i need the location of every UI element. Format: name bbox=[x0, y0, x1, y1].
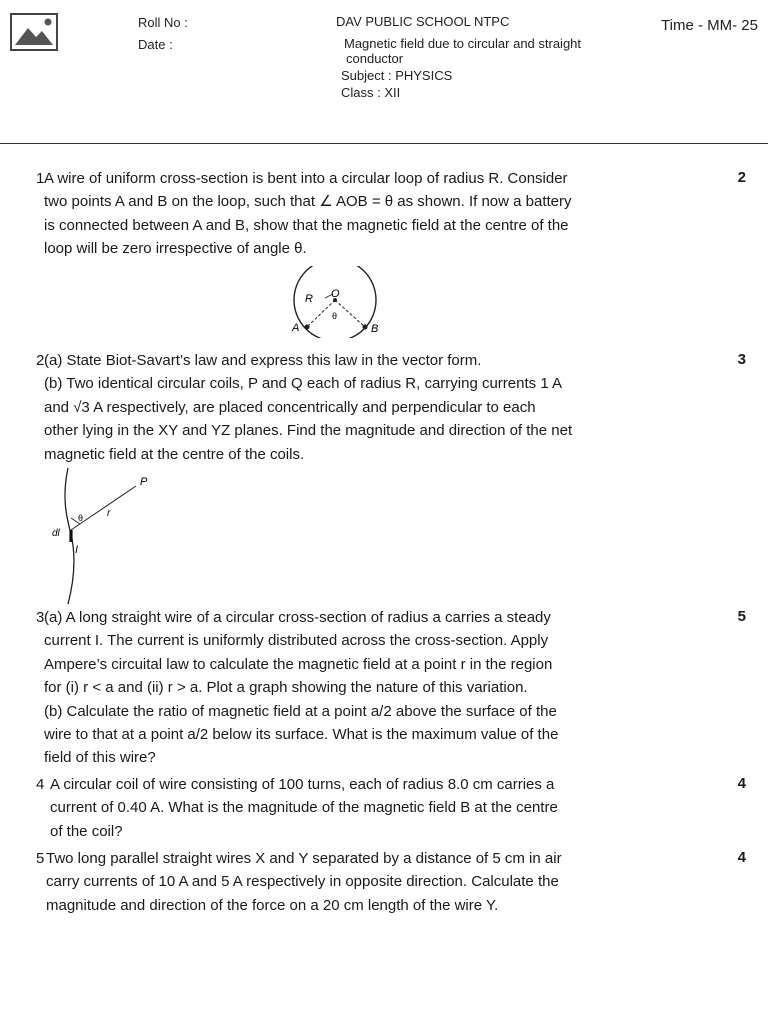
question-line: current I. The current is uniformly distributed across the cross-section. Apply bbox=[44, 632, 549, 650]
question-number: 3 bbox=[36, 609, 45, 626]
date-label: Date : bbox=[138, 37, 173, 52]
label-a: A bbox=[292, 322, 300, 334]
point-a bbox=[305, 325, 310, 330]
question-line: field of this wire? bbox=[44, 749, 156, 767]
question-line: magnitude and direction of the force on a 20 cm length of the wire Y. bbox=[46, 896, 499, 914]
question-line: Two long parallel straight wires X and Y separated by a distance of 5 cm in air bbox=[46, 850, 562, 867]
question-3 bbox=[36, 606, 636, 770]
question-line: (b) Two identical circular coils, P and Q each of radius R, carrying currents 1 A bbox=[44, 375, 563, 393]
label-o: O bbox=[331, 288, 340, 300]
question-number: 5 bbox=[36, 850, 45, 867]
roll-no-label: Roll No : bbox=[138, 15, 188, 30]
question-line: for (i) r < a and (ii) r > a. Plot a graph showing the nature of this variation. bbox=[44, 679, 528, 697]
school-name: DAV PUBLIC SCHOOL NTPC bbox=[336, 14, 510, 29]
question-5 bbox=[36, 847, 636, 917]
header-divider bbox=[0, 143, 768, 144]
question-4 bbox=[36, 773, 636, 843]
label-r: R bbox=[305, 293, 313, 305]
marks-5: 4 bbox=[737, 849, 746, 866]
question-2 bbox=[36, 349, 636, 466]
question-number: 1 bbox=[36, 170, 45, 187]
question-line: and √3 A respectively, are placed concentrically and perpendicular to each bbox=[44, 398, 536, 416]
label-r: r bbox=[107, 508, 111, 519]
label-i: I bbox=[75, 544, 79, 556]
question-line: carry currents of 10 A and 5 A respectively in opposite direction. Calculate the bbox=[46, 873, 559, 891]
label-p: P bbox=[140, 476, 148, 488]
question-line: Ampere’s circuital law to calculate the magnetic field at a point r in the region bbox=[44, 655, 553, 673]
question-line: current of 0.40 A. What is the magnitude of the magnetic field B at the centre bbox=[50, 799, 558, 817]
marks-4: 4 bbox=[737, 775, 746, 792]
question-line: is connected between A and B, show that the magnetic field at the centre of the bbox=[44, 216, 569, 234]
marks-1: 2 bbox=[737, 169, 746, 186]
time-marks: Time - MM- 25 bbox=[661, 17, 758, 34]
question-line: magnetic field at the centre of the coils. bbox=[44, 445, 305, 463]
question-line: A wire of uniform cross-section is bent into a circular loop of radius R. Consider bbox=[44, 170, 568, 187]
marks-2: 3 bbox=[737, 351, 746, 368]
point-b bbox=[363, 325, 368, 330]
question-line: loop will be zero irrespective of angle θ. bbox=[44, 240, 307, 258]
question-1 bbox=[36, 167, 636, 261]
image-placeholder-icon bbox=[10, 13, 58, 51]
biot-savart-figure bbox=[44, 466, 156, 606]
question-number: 2 bbox=[36, 352, 45, 369]
question-line: other lying in the XY and YZ planes. Find the magnitude and direction of the net bbox=[44, 422, 573, 440]
class-label: Class : XII bbox=[341, 85, 401, 100]
label-theta: θ bbox=[332, 311, 338, 321]
question-line: A circular coil of wire consisting of 100 turns, each of radius 8.0 cm carries a bbox=[50, 776, 555, 793]
question-line: (a) State Biot-Savart’s law and express this law in the vector form. bbox=[44, 352, 482, 369]
question-number: 4 bbox=[36, 776, 45, 793]
question-line: two points A and B on the loop, such that ∠ AOB = θ as shown. If now a battery bbox=[44, 193, 572, 211]
label-b: B bbox=[371, 323, 379, 335]
question-line: wire to that at a point a/2 below its surface. What is the maximum value of the bbox=[44, 726, 559, 744]
circular-loop-figure bbox=[285, 266, 385, 338]
topic-line-2: conductor bbox=[346, 51, 404, 66]
question-line: (a) A long straight wire of a circular cross-section of radius a carries a steady bbox=[44, 609, 551, 626]
label-dl: dl bbox=[52, 528, 60, 539]
subject-label: Subject : PHYSICS bbox=[341, 68, 453, 83]
radius-ob bbox=[335, 300, 365, 327]
position-vector-r bbox=[71, 486, 136, 530]
marks-3: 5 bbox=[737, 608, 746, 625]
label-theta: θ bbox=[78, 513, 84, 523]
question-line: (b) Calculate the ratio of magnetic field at a point a/2 above the surface of the bbox=[44, 702, 557, 720]
question-line: of the coil? bbox=[50, 822, 123, 840]
topic-line-1: Magnetic field due to circular and straight bbox=[344, 36, 582, 51]
